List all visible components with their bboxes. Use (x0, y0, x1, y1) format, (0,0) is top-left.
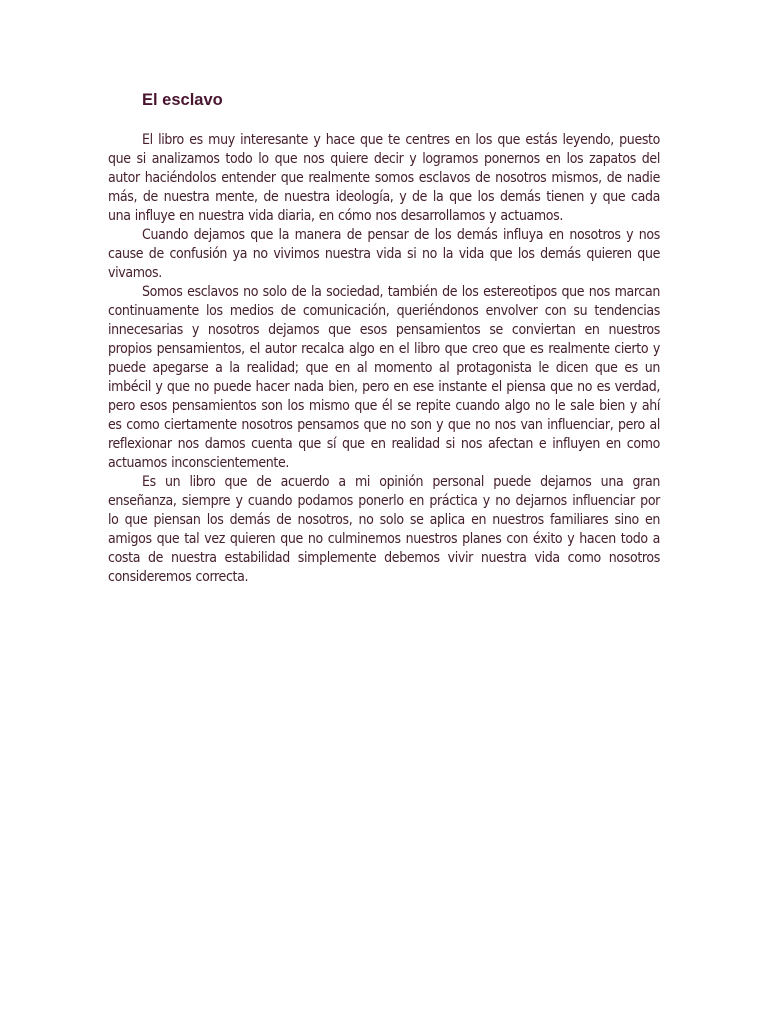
paragraph-4: Es un libro que de acuerdo a mi opinión personal puede dejarnos una gran enseñanza, siempre y cuando podamos ponerlo en práctica y no dejarnos influenciar por lo que piensan los demás de nosotros, no solo se aplica en nuestros familiares sino en amigos que tal vez quieren que no culminemos nuestros planes con éxito y hacen todo a costa de nuestra estabilidad simplemente debemos vivir nuestra vida como nosotros consideremos correcta. (108, 474, 660, 585)
document-body (108, 131, 660, 587)
document-title: El esclavo (142, 91, 223, 109)
paragraph-2: Cuando dejamos que la manera de pensar de los demás influya en nosotros y nos cause de confusión ya no vivimos nuestra vida si no la vida que los demás quieren que vivamos. (108, 227, 660, 281)
paragraph-1: El libro es muy interesante y hace que te centres en los que estás leyendo, puesto que si analizamos todo lo que nos quiere decir y logramos ponernos en los zapatos del autor haciéndolos entender que realmente somos esclavos de nosotros mismos, de nadie más, de nuestra mente, de nuestra ideología, y de la que los demás tienen y que cada una influye en nuestra vida diaria, en cómo nos desarrollamos y actuamos. (108, 132, 660, 224)
paragraph-3: Somos esclavos no solo de la sociedad, también de los estereotipos que nos marcan continuamente los medios de comunicación, queriéndonos envolver con su tendencias innecesarias y nosotros dejamos que esos pensamientos se conviertan en nuestros propios pensamientos, el autor recalca algo en el libro que creo que es realmente cierto y puede apegarse a la realidad; que en al momento al protagonista le dicen que es un imbécil y que no puede hacer nada bien, pero en ese instante el piensa que no es verdad, pero esos pensamientos son los mismo que él se repite cuando algo no le sale bien y ahí es como ciertamente nosotros pensamos que no son y que no nos van influenciar, pero al reflexionar nos damos cuenta que sí que en realidad si nos afectan e influyen en como actuamos inconscientemente. (108, 284, 660, 471)
